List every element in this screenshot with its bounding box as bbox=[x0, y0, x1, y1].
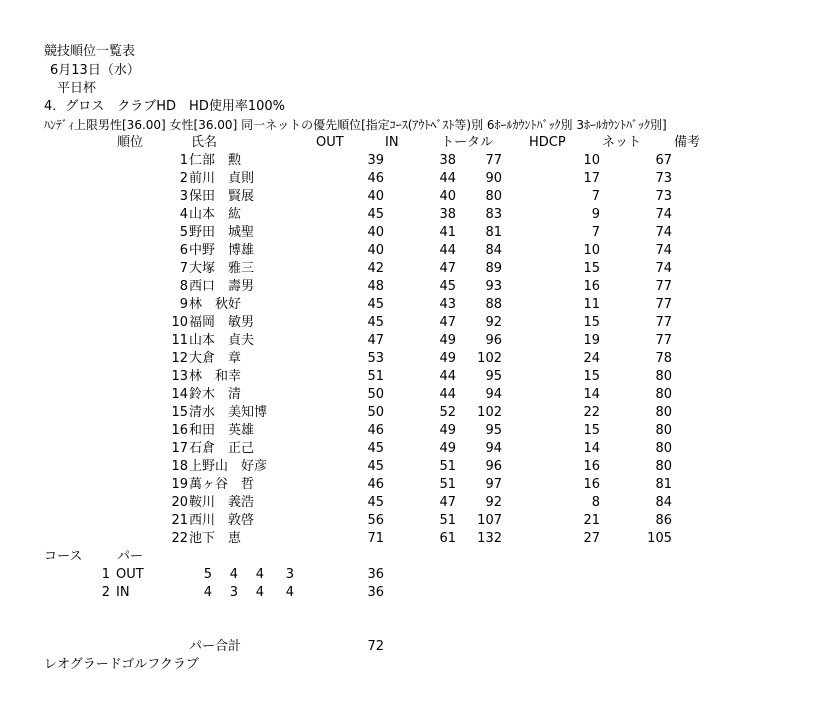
name-cell: 大倉 章 bbox=[189, 351, 242, 366]
event-name: 平日杯 bbox=[57, 81, 97, 96]
net-cell: 15 bbox=[583, 423, 600, 438]
in-cell: 40 bbox=[367, 243, 384, 258]
net-cell: 16 bbox=[583, 459, 600, 474]
net-cell: 27 bbox=[583, 531, 600, 546]
name-cell: 鈴木 清 bbox=[189, 387, 242, 402]
total-cell: 41 bbox=[439, 225, 456, 240]
rank-cell: 10 bbox=[171, 315, 188, 330]
in-cell: 45 bbox=[367, 207, 384, 222]
notes-cell: 74 bbox=[655, 207, 672, 222]
net-cell: 24 bbox=[583, 351, 600, 366]
hole-par: 3 bbox=[229, 585, 238, 600]
net-cell: 19 bbox=[583, 333, 600, 348]
column-header-name: 氏名 bbox=[191, 135, 218, 150]
rank-cell: 16 bbox=[171, 423, 188, 438]
net-cell: 17 bbox=[583, 171, 600, 186]
in-cell: 45 bbox=[367, 441, 384, 456]
in-cell: 45 bbox=[367, 495, 384, 510]
notes-cell: 81 bbox=[655, 477, 672, 492]
hdcp-cell: 96 bbox=[485, 459, 502, 474]
total-cell: 43 bbox=[439, 297, 456, 312]
column-header-notes: 備考 bbox=[674, 135, 701, 150]
course-name: OUT bbox=[116, 567, 144, 582]
net-cell: 16 bbox=[583, 477, 600, 492]
name-cell: 西川 敦啓 bbox=[189, 513, 255, 528]
in-cell: 46 bbox=[367, 477, 384, 492]
hdcp-cell: 90 bbox=[485, 171, 502, 186]
rank-cell: 21 bbox=[171, 513, 188, 528]
hdcp-cell: 132 bbox=[477, 531, 502, 546]
course-par-total: 36 bbox=[367, 585, 384, 600]
total-cell: 51 bbox=[439, 513, 456, 528]
net-cell: 22 bbox=[583, 405, 600, 420]
notes-cell: 86 bbox=[655, 513, 672, 528]
hdcp-cell: 81 bbox=[485, 225, 502, 240]
total-cell: 44 bbox=[439, 369, 456, 384]
net-cell: 16 bbox=[583, 279, 600, 294]
name-cell: 保田 賢展 bbox=[189, 189, 255, 204]
rank-cell: 7 bbox=[179, 261, 188, 276]
in-cell: 45 bbox=[367, 315, 384, 330]
in-cell: 50 bbox=[367, 387, 384, 402]
hdcp-cell: 77 bbox=[485, 153, 502, 168]
name-cell: 中野 博雄 bbox=[189, 243, 255, 258]
hdcp-cell: 80 bbox=[485, 189, 502, 204]
name-cell: 林 秋好 bbox=[189, 297, 242, 312]
notes-cell: 105 bbox=[647, 531, 672, 546]
net-cell: 15 bbox=[583, 261, 600, 276]
competition-format: 4．グロス クラブHD HD使用率100% bbox=[44, 99, 286, 114]
name-cell: 仁部 勲 bbox=[189, 153, 242, 168]
notes-cell: 74 bbox=[655, 261, 672, 276]
in-cell: 46 bbox=[367, 171, 384, 186]
total-cell: 38 bbox=[439, 153, 456, 168]
net-cell: 15 bbox=[583, 315, 600, 330]
net-cell: 7 bbox=[591, 189, 600, 204]
hole-par: 4 bbox=[255, 567, 264, 582]
net-cell: 7 bbox=[591, 225, 600, 240]
net-cell: 9 bbox=[591, 207, 600, 222]
rank-cell: 18 bbox=[171, 459, 188, 474]
in-cell: 45 bbox=[367, 459, 384, 474]
notes-cell: 80 bbox=[655, 423, 672, 438]
rank-cell: 2 bbox=[179, 171, 188, 186]
net-cell: 10 bbox=[583, 153, 600, 168]
notes-cell: 80 bbox=[655, 387, 672, 402]
hdcp-cell: 92 bbox=[485, 315, 502, 330]
hdcp-cell: 95 bbox=[485, 423, 502, 438]
notes-cell: 73 bbox=[655, 189, 672, 204]
notes-cell: 67 bbox=[655, 153, 672, 168]
name-cell: 前川 貞則 bbox=[189, 171, 255, 186]
net-cell: 15 bbox=[583, 369, 600, 384]
in-cell: 47 bbox=[367, 333, 384, 348]
total-cell: 47 bbox=[439, 261, 456, 276]
column-header-total: トータル bbox=[441, 135, 494, 150]
total-cell: 61 bbox=[439, 531, 456, 546]
in-cell: 40 bbox=[367, 225, 384, 240]
in-cell: 53 bbox=[367, 351, 384, 366]
hdcp-cell: 102 bbox=[477, 351, 502, 366]
rank-cell: 11 bbox=[171, 333, 188, 348]
course-name: IN bbox=[116, 585, 130, 600]
notes-cell: 77 bbox=[655, 315, 672, 330]
column-header-net: ネット bbox=[602, 135, 642, 150]
rank-cell: 17 bbox=[171, 441, 188, 456]
hole-par: 5 bbox=[203, 567, 212, 582]
notes-cell: 80 bbox=[655, 405, 672, 420]
in-cell: 71 bbox=[367, 531, 384, 546]
in-cell: 39 bbox=[367, 153, 384, 168]
rank-cell: 5 bbox=[179, 225, 188, 240]
rank-cell: 8 bbox=[179, 279, 188, 294]
name-cell: 池下 恵 bbox=[189, 531, 242, 546]
column-header-in: IN bbox=[385, 135, 399, 150]
notes-cell: 77 bbox=[655, 279, 672, 294]
in-cell: 50 bbox=[367, 405, 384, 420]
hdcp-cell: 95 bbox=[485, 369, 502, 384]
notes-cell: 74 bbox=[655, 243, 672, 258]
name-cell: 鞍川 義浩 bbox=[189, 495, 255, 510]
hdcp-cell: 97 bbox=[485, 477, 502, 492]
rank-cell: 9 bbox=[179, 297, 188, 312]
in-cell: 40 bbox=[367, 189, 384, 204]
hdcp-cell: 88 bbox=[485, 297, 502, 312]
total-cell: 49 bbox=[439, 441, 456, 456]
net-cell: 10 bbox=[583, 243, 600, 258]
net-cell: 14 bbox=[583, 387, 600, 402]
rank-cell: 20 bbox=[171, 495, 188, 510]
notes-cell: 77 bbox=[655, 297, 672, 312]
hdcp-cell: 84 bbox=[485, 243, 502, 258]
in-cell: 45 bbox=[367, 297, 384, 312]
total-cell: 45 bbox=[439, 279, 456, 294]
name-cell: 西口 壽男 bbox=[189, 279, 255, 294]
event-date: 6月13日（水） bbox=[50, 63, 140, 78]
name-cell: 萬ヶ谷 哲 bbox=[189, 477, 255, 492]
in-cell: 56 bbox=[367, 513, 384, 528]
rank-cell: 13 bbox=[171, 369, 188, 384]
rank-cell: 3 bbox=[179, 189, 188, 204]
document-title: 競技順位一覧表 bbox=[44, 44, 136, 59]
rank-cell: 4 bbox=[179, 207, 188, 222]
notes-cell: 80 bbox=[655, 459, 672, 474]
hdcp-cell: 96 bbox=[485, 333, 502, 348]
hole-par: 4 bbox=[285, 585, 294, 600]
net-cell: 14 bbox=[583, 441, 600, 456]
name-cell: 石倉 正己 bbox=[189, 441, 255, 456]
hdcp-cell: 93 bbox=[485, 279, 502, 294]
total-cell: 47 bbox=[439, 495, 456, 510]
net-cell: 8 bbox=[591, 495, 600, 510]
par-total-value: 72 bbox=[367, 639, 384, 654]
name-cell: 上野山 好彦 bbox=[189, 459, 268, 474]
course-number: 2 bbox=[101, 585, 110, 600]
net-cell: 21 bbox=[583, 513, 600, 528]
rank-cell: 22 bbox=[171, 531, 188, 546]
total-cell: 49 bbox=[439, 423, 456, 438]
notes-cell: 78 bbox=[655, 351, 672, 366]
name-cell: 福岡 敏男 bbox=[189, 315, 255, 330]
course-number: 1 bbox=[101, 567, 110, 582]
total-cell: 52 bbox=[439, 405, 456, 420]
total-cell: 49 bbox=[439, 351, 456, 366]
total-cell: 44 bbox=[439, 171, 456, 186]
total-cell: 38 bbox=[439, 207, 456, 222]
rank-cell: 15 bbox=[171, 405, 188, 420]
notes-cell: 84 bbox=[655, 495, 672, 510]
in-cell: 51 bbox=[367, 369, 384, 384]
hdcp-cell: 102 bbox=[477, 405, 502, 420]
rank-cell: 12 bbox=[171, 351, 188, 366]
handicap-rules: ﾊﾝﾃﾞｨ上限男性[36.00] 女性[36.00] 同一ネットの優先順位[指定ｺｰｽ(ｱｳﾄﾍﾞｽﾄ等)別 6ﾎｰﾙｶｳﾝﾄﾊﾞｯｸ別 3ﾎｰﾙｶｳﾝﾄﾊﾞｯｸ別] bbox=[44, 118, 667, 132]
name-cell: 清水 美知博 bbox=[189, 405, 268, 420]
total-cell: 51 bbox=[439, 459, 456, 474]
column-header-out: OUT bbox=[316, 135, 344, 150]
name-cell: 林 和幸 bbox=[189, 369, 242, 384]
rank-cell: 1 bbox=[179, 153, 188, 168]
notes-cell: 80 bbox=[655, 441, 672, 456]
hdcp-cell: 94 bbox=[485, 441, 502, 456]
course-label: コース bbox=[44, 549, 83, 564]
hole-par: 4 bbox=[255, 585, 264, 600]
course-par-total: 36 bbox=[367, 567, 384, 582]
hdcp-cell: 94 bbox=[485, 387, 502, 402]
par-total-label: パー合計 bbox=[189, 639, 242, 654]
par-label: パー bbox=[117, 549, 144, 564]
hole-par: 4 bbox=[203, 585, 212, 600]
net-cell: 11 bbox=[583, 297, 600, 312]
hdcp-cell: 107 bbox=[477, 513, 502, 528]
in-cell: 48 bbox=[367, 279, 384, 294]
name-cell: 野田 城聖 bbox=[189, 225, 255, 240]
hdcp-cell: 92 bbox=[485, 495, 502, 510]
hole-par: 3 bbox=[285, 567, 294, 582]
rank-cell: 19 bbox=[171, 477, 188, 492]
in-cell: 46 bbox=[367, 423, 384, 438]
notes-cell: 74 bbox=[655, 225, 672, 240]
total-cell: 44 bbox=[439, 387, 456, 402]
notes-cell: 73 bbox=[655, 171, 672, 186]
column-header-hdcp: HDCP bbox=[529, 135, 566, 150]
total-cell: 40 bbox=[439, 189, 456, 204]
name-cell: 山本 貞夫 bbox=[189, 333, 255, 348]
total-cell: 49 bbox=[439, 333, 456, 348]
hole-par: 4 bbox=[229, 567, 238, 582]
in-cell: 42 bbox=[367, 261, 384, 276]
rank-cell: 14 bbox=[171, 387, 188, 402]
rank-cell: 6 bbox=[179, 243, 188, 258]
column-header-rank: 順位 bbox=[117, 135, 144, 150]
total-cell: 47 bbox=[439, 315, 456, 330]
club-name: レオグラードゴルフクラブ bbox=[44, 657, 199, 672]
name-cell: 大塚 雅三 bbox=[189, 261, 255, 276]
total-cell: 51 bbox=[439, 477, 456, 492]
notes-cell: 77 bbox=[655, 333, 672, 348]
total-cell: 44 bbox=[439, 243, 456, 258]
name-cell: 和田 英雄 bbox=[189, 423, 255, 438]
notes-cell: 80 bbox=[655, 369, 672, 384]
hdcp-cell: 89 bbox=[485, 261, 502, 276]
hdcp-cell: 83 bbox=[485, 207, 502, 222]
name-cell: 山本 紘 bbox=[189, 207, 242, 222]
